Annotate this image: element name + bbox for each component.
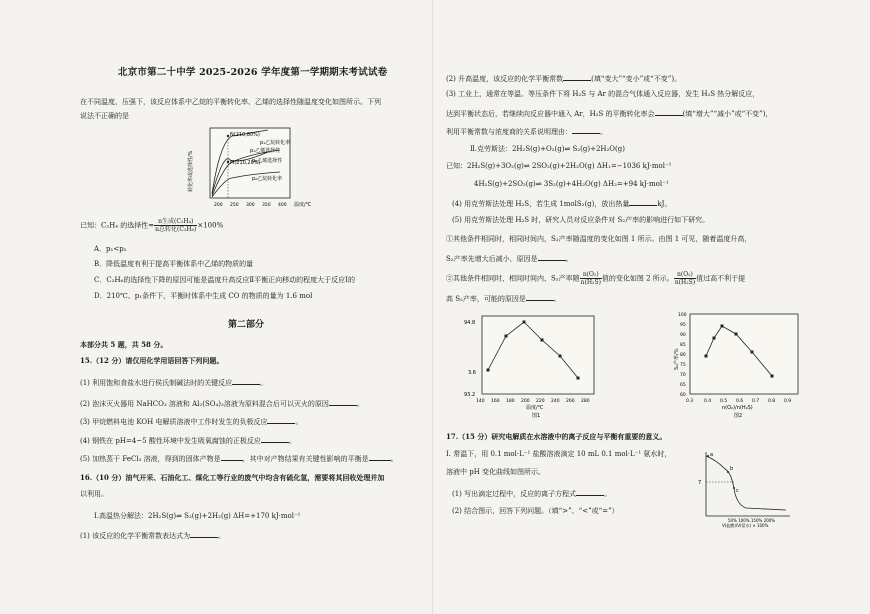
- q16-item5-1-line1: ①其他条件相同时，相同时间内，S₂产率随温度的变化如图 1 所示。由图 1 可见，随着温度升高，: [446, 235, 752, 243]
- titration-label-b: b: [730, 466, 734, 472]
- figure-2-chart: [660, 308, 810, 420]
- svg-text:0.4: 0.4: [704, 399, 712, 404]
- titration-label-c: c: [736, 488, 739, 494]
- point-N: [227, 135, 229, 137]
- q16-heading: 16.（10 分）油气开采、石油化工、煤化工等行业的废气中均含有硫化氢，需要将其回收处理并加: [80, 473, 385, 482]
- svg-text:100: 100: [678, 313, 687, 318]
- q16-item5: (5) 用克劳斯法处理 H₂S 时，研究人员对反应条件对 S₂产率的影响进行如下研究。: [452, 216, 710, 224]
- q16-item3-line3: 利用平衡常数与浓度商的关系说明理由： 。: [446, 128, 607, 136]
- q14-stem-line2: 说法不正确的是: [80, 112, 129, 120]
- svg-text:90: 90: [680, 333, 686, 338]
- svg-text:200: 200: [214, 203, 223, 208]
- q17-item2: (2) 结合图示，回答下列问题。（填“>”、“<”或“=”）: [452, 507, 619, 515]
- svg-text:60: 60: [680, 393, 686, 398]
- titration-label-a: a: [710, 452, 714, 458]
- left-column: [0, 0, 432, 614]
- svg-text:200: 200: [521, 399, 530, 404]
- q15-item2: (2) 泡沫灭火器用 NaHCO₃ 溶液和 Al₂(SO₄)₃溶液为原料混合后可以灭火的原因 。: [80, 400, 364, 408]
- claus-known-1: 已知：2H₂S(g)+3O₂(g)⇌ 2SO₂(g)+2H₂O(g) ΔH₁=−1036 kJ·mol⁻¹: [446, 162, 672, 170]
- titration-ytick-7: 7: [698, 480, 702, 486]
- svg-text:85: 85: [680, 343, 686, 348]
- svg-text:400: 400: [278, 203, 287, 208]
- titration-chart: [694, 448, 794, 528]
- q16-item5-2-line2: 高 S₂产率，可能的原因是 。: [446, 295, 561, 303]
- svg-text:300: 300: [246, 203, 255, 208]
- q15-item1: (1) 利用饱和食盐水进行侯氏制碱法时的关键反应 。: [80, 379, 268, 387]
- fig2-xlabel: n(O₂)/n(H₂S): [722, 405, 753, 411]
- point-M-label: M(210,20%): [230, 160, 261, 166]
- option-d: D．210℃、p₁条件下，平衡时体系中生成 CO 的物质的量为 1.6 mol: [94, 292, 313, 300]
- fig2-frame: [690, 314, 798, 394]
- svg-text:70: 70: [680, 373, 686, 378]
- figure-1-chart: [454, 308, 604, 420]
- q16-heading-cont: 以利用。: [80, 490, 108, 498]
- fig1-frame: [482, 316, 594, 394]
- q14-stem-line1: 在不同温度、压强下，该反应体系中乙烷的平衡转化率、乙烯的选择性随温度变化如图所示。下列: [80, 98, 381, 106]
- svg-text:80: 80: [680, 353, 686, 358]
- q16-method-I: Ⅰ.高温热分解法：2H₂S(g)⇌ S₂(g)+2H₂(g) ΔH=+170 kJ·mol⁻¹: [94, 512, 301, 520]
- q15-heading: 15.（12 分）请仅用化学用语回答下列问题。: [80, 356, 224, 365]
- chart-ylabel: 转化率或选择性/%: [188, 150, 194, 192]
- q16-item4: (4) 用克劳斯法处理 H₂S，若生成 1molS₂(g)，放出热量 kJ。: [452, 200, 672, 208]
- svg-text:350: 350: [262, 203, 271, 208]
- fig1-caption: 图1: [532, 413, 541, 419]
- q16-item5-1-line2: S₂产率先增大后减小，原因是 。: [446, 255, 573, 263]
- svg-text:260: 260: [566, 399, 575, 404]
- svg-text:140: 140: [476, 399, 485, 404]
- q16-item2: (2) 升高温度，该反应的化学平衡常数 (填“变大”“变小”或“不变”)。: [446, 75, 682, 83]
- right-column: [432, 0, 870, 614]
- legend-p2-conversion: p₂乙烷转化率: [252, 176, 283, 182]
- titration-point-b: [727, 471, 729, 473]
- svg-text:160: 160: [491, 399, 500, 404]
- svg-text:0.3: 0.3: [686, 399, 694, 404]
- fig1-xlabel: 温度/℃: [526, 405, 544, 411]
- point-N-label: N(210,80%): [230, 132, 260, 138]
- claus-known-2: 4H₂S(g)+2SO₂(g)⇌ 3S₂(g)+4H₂O(g) ΔH₂=+94 kJ·mol⁻¹: [474, 180, 669, 188]
- svg-text:250: 250: [230, 203, 239, 208]
- legend-p2-selectivity: p₂乙烯选择性: [252, 158, 283, 164]
- fig2-caption: 图2: [734, 413, 743, 419]
- svg-text:65: 65: [680, 383, 686, 388]
- titration-point-c: [733, 487, 735, 489]
- q17-part-I: Ⅰ. 常温下，用 0.1 mol·L⁻¹ 盐酸溶液滴定 10 mL 0.1 mol·L⁻¹ 氨水时，: [446, 450, 672, 458]
- fig1-xticks: [476, 398, 590, 404]
- chart-xlabel: 温度/℃: [294, 202, 312, 208]
- fig2-xticks: [686, 398, 791, 404]
- fig1-ytick-bot: 93.2: [464, 392, 476, 398]
- q16-item3-line2: 达到平衡状态后，若继续向反应器中通入 Ar，H₂S 的平衡转化率会 (填“增大”“减小”或“不变”)，: [446, 110, 773, 118]
- titration-xlabel: V(盐酸)/V(氨水) × 100%: [722, 523, 769, 528]
- q17-heading: 17.（15 分）研究电解质在水溶液中的离子反应与平衡有重要的意义。: [446, 432, 667, 441]
- selectivity-fraction: $\frac{\text{n生成(C₂H₄)}}{\text{n总转化(C₂H₆)}}$: [155, 218, 197, 233]
- claus-method: Ⅱ.克劳斯法：2H₂S(g)+O₂(g)⇌ S₂(g)+2H₂O(g): [470, 145, 625, 153]
- svg-text:0.5: 0.5: [720, 399, 728, 404]
- q16-item5-2-line1: ②其他条件相同时，相同时间内，S₂产率随 $\frac{\text{n(O₂)}}{\text{n(H₂S)}}$ 值的变化如图 2 所示。 $\frac{\text{n(O₂)}}{\text{n(H₂S)}}$ 值过高不利于提: [446, 271, 746, 286]
- equilibrium-chart: [180, 122, 335, 212]
- legend-p1-selectivity: p₁乙烯选择性: [250, 148, 281, 154]
- q17-item1: (1) 写出滴定过程中，反应的离子方程式 。: [452, 490, 612, 498]
- svg-text:280: 280: [581, 399, 590, 404]
- svg-text:0.6: 0.6: [736, 399, 744, 404]
- point-M: [227, 161, 229, 163]
- fig2-ylabel: S₂产率/%: [674, 348, 680, 370]
- svg-text:0.8: 0.8: [768, 399, 776, 404]
- svg-text:75: 75: [680, 363, 686, 368]
- svg-text:0.7: 0.7: [752, 399, 760, 404]
- fig1-ytick-top: 94.8: [464, 320, 476, 326]
- exam-title: 北京市第二十中学 2025-2026 学年度第一学期期末考试试卷: [118, 67, 388, 78]
- selectivity-definition: 已知：C₂H₄ 的选择性= $\frac{\text{n生成(C₂H₄)}}{\text{n总转化(C₂H₆)}}$ ×100%: [80, 218, 224, 233]
- q16-item1: (1) 该反应的化学平衡常数表达式为 。: [80, 532, 226, 540]
- chart-xticks: [214, 202, 287, 208]
- svg-text:0.9: 0.9: [784, 399, 792, 404]
- q16-item3-line1: (3) 工业上，通常在等温、等压条件下将 H₂S 与 Ar 的混合气体通入反应器，发生 H₂S 热分解反应，: [446, 90, 760, 98]
- option-b: B．降低温度有利于提高平衡体系中乙烯的物质的量: [94, 260, 254, 268]
- part2-description: 本部分共 5 题，共 58 分。: [80, 340, 168, 349]
- titration-point-a: [707, 455, 709, 457]
- q17-part-I-cont: 溶液中 pH 变化曲线如图所示。: [446, 468, 546, 476]
- titration-curve: [706, 456, 786, 510]
- svg-text:220: 220: [536, 399, 545, 404]
- q15-item5: (5) 加热蒸干 FeCl₃ 溶液，得到的固体产物是 ，其中对产物结果有关键性影响的平衡是 。: [80, 455, 398, 463]
- q15-item4: (4) 钢铁在 pH=4~5 酸性环境中发生吸氧腐蚀的正极反应 。: [80, 437, 296, 445]
- fig2-yticks: [678, 312, 687, 398]
- legend-p1-conversion: p₁乙烷转化率: [260, 140, 291, 146]
- part2-title: 第二部分: [228, 320, 265, 330]
- svg-text:180: 180: [506, 399, 515, 404]
- option-a: A．p₁<p₂: [94, 245, 127, 253]
- option-c: C．C₂H₆的选择性下降的原因可能是温度升高反应Ⅱ平衡正向移动的程度大于反应Ⅰ的: [94, 276, 355, 284]
- q15-item3: (3) 甲烷燃料电池 KOH 电解质溶液中工作时发生的负极反应 。: [80, 418, 303, 426]
- svg-text:240: 240: [551, 399, 560, 404]
- titration-xticks: 50% 100% 150% 200%: [728, 518, 776, 523]
- fig1-ytick-mid: 3.6: [468, 370, 476, 376]
- svg-text:95: 95: [680, 323, 686, 328]
